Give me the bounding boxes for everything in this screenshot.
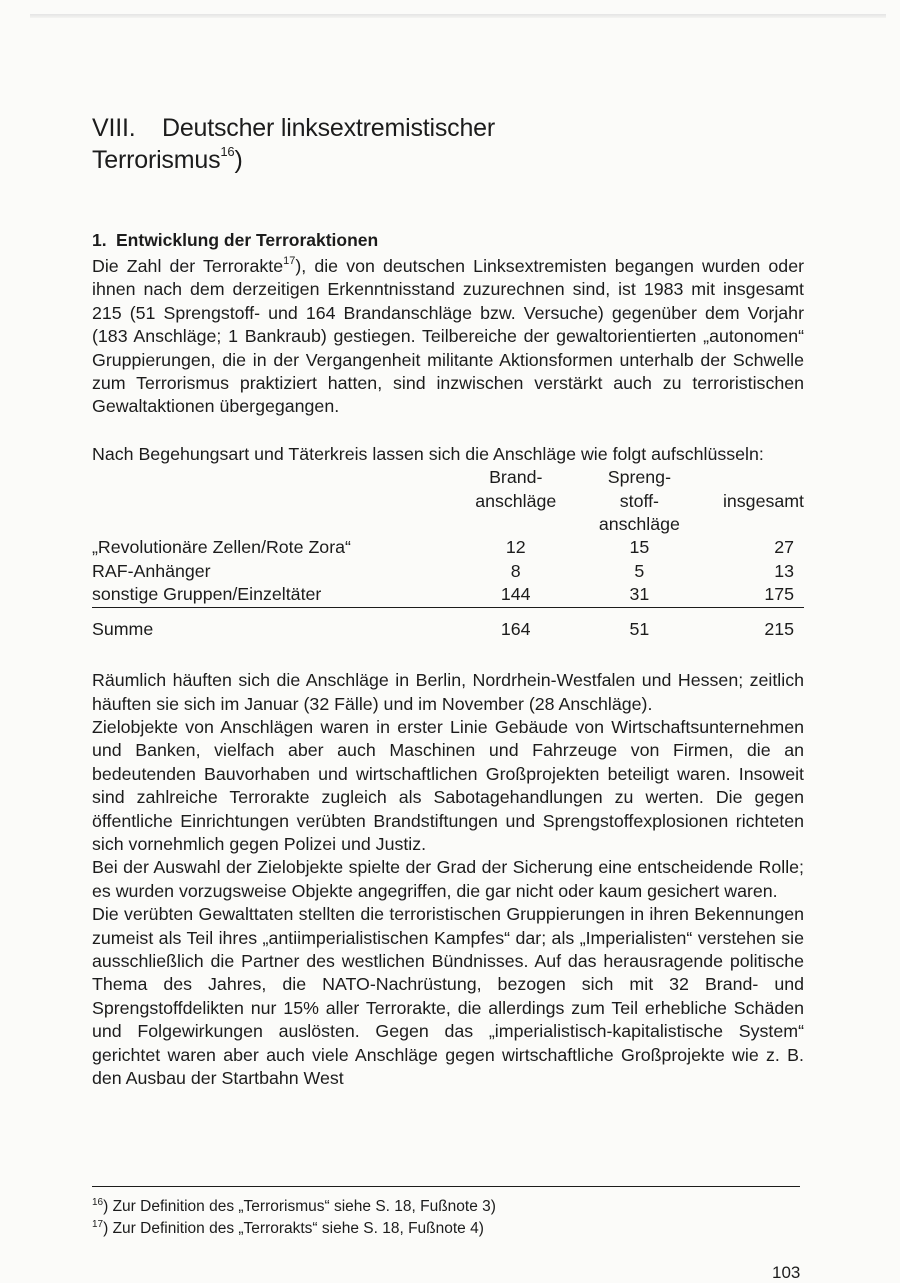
header-spreng-line3: anschläge — [598, 514, 680, 535]
chapter-footnote-ref: 16 — [220, 144, 235, 159]
attack-statistics-table — [92, 466, 804, 641]
chapter-number: VIII. — [92, 114, 136, 142]
chapter-title-line1: Deutscher linksextremistischer — [162, 114, 495, 142]
sum-label: Summe — [92, 607, 442, 641]
table-row — [92, 583, 804, 607]
spacer — [92, 419, 804, 443]
header-brand — [442, 466, 590, 536]
paragraph-table-intro: Nach Begehungsart und Täterkreis lassen sich die Anschläge wie folgt aufschlüsseln: — [92, 443, 764, 464]
row-total: 27 — [774, 537, 794, 558]
table-row — [92, 536, 804, 559]
footnote-16-text: ) Zur Definition des „Terrorismus“ siehe S. 18, Fußnote 3) — [103, 1198, 496, 1215]
header-brand-line1: Brand- — [489, 467, 543, 488]
footnote-17-text: ) Zur Definition des „Terrorakts“ siehe S. 18, Fußnote 4) — [103, 1220, 484, 1237]
footnote-ref-17: 17 — [283, 255, 296, 267]
row-spreng: 15 — [629, 537, 650, 558]
footnote-divider — [92, 1186, 800, 1187]
row-label: „Revolutionäre Zellen/Rote Zora“ — [92, 537, 351, 558]
sum-brand: 164 — [442, 607, 590, 641]
footnote-17-ref: 17 — [92, 1219, 104, 1230]
table-row — [92, 560, 804, 583]
row-brand: 144 — [500, 584, 531, 605]
footnote-17 — [92, 1218, 804, 1240]
header-empty — [92, 466, 442, 536]
para1-part2: ), die von deutschen Linksextremisten begangen wurden oder ihnen nach dem derzeitigen Erkenntnisstand zuzurechnen sind, ist 1983 mit insgesamt 215 (51 Sprengstoff- und 164 Brandanschläge bzw. Versuche) gegenüber dem Vorjahr (183 Anschläge; 1 Bankraub) gestiegen. Teilbereiche der gewaltorientierten „autonomen“ Gruppierungen, die in der Vergangenheit militante Aktionsformen unterhalb der Schwelle zum Terrorismus praktiziert hatten, sind inzwischen verstärkt auch zu terroristischen Gewaltaktionen übergegangen. — [92, 256, 805, 417]
row-brand: 12 — [505, 537, 526, 558]
header-spreng-line2: stoff- — [619, 490, 659, 511]
sum-spreng: 51 — [590, 607, 689, 641]
sum-total: 215 — [689, 607, 804, 641]
chapter-title-line2: Terrorismus — [92, 146, 221, 174]
header-brand-line2: anschläge — [475, 490, 557, 511]
footnote-16-ref: 16 — [92, 1197, 104, 1208]
paragraph-intro — [92, 255, 804, 419]
paragraph-targets: Zielobjekte von Anschlägen waren in erster Linie Gebäude von Wirtschaftsunternehmen und Banken, vielfach aber auch Maschinen und Fahrzeuge von Firmen, die an bedeutenden Bauvorhaben und wirtschaftlichen Großprojekten beteiligt waren. Insoweit sind zahlreiche Terrorakte zugleich als Sabotagehandlungen zu werten. Die gegen öffentliche Einrichtungen verübten Brandstiftungen und Sprengstoffexplosionen richteten sich vornehmlich gegen Polizei und Justiz. — [92, 716, 804, 854]
section-heading — [92, 228, 804, 252]
scan-edge — [30, 14, 886, 18]
row-total: 13 — [774, 560, 794, 581]
footnote-16 — [92, 1196, 804, 1218]
paragraph-regional: Räumlich häuften sich die Anschläge in Berlin, Nordrhein-Westfalen und Hessen; zeitlich häuften sie sich im Januar (32 Fälle) und im November (28 Anschläge). — [92, 670, 804, 714]
row-spreng: 5 — [634, 560, 645, 581]
table-sum-row — [92, 607, 804, 641]
header-spreng — [590, 466, 689, 536]
page-number: 103 — [772, 1263, 801, 1282]
table-header-row — [92, 466, 804, 536]
page-body — [92, 112, 804, 1090]
chapter-footnote-close: ) — [234, 146, 243, 174]
section-number: 1. — [92, 230, 107, 250]
row-total: 175 — [764, 584, 794, 605]
paragraph-target-selection: Bei der Auswahl der Zielobjekte spielte der Grad der Sicherung eine entscheidende Rolle; es wurden vorzugsweise Objekte angegriffen, die gar nicht oder kaum gesichert waren. — [92, 857, 804, 901]
footnotes — [92, 1196, 804, 1240]
row-label: RAF-Anhänger — [92, 560, 211, 581]
section-title: Entwicklung der Terroraktionen — [116, 230, 379, 250]
para1-part1: Die Zahl der Terrorakte — [92, 256, 284, 276]
chapter-title — [92, 112, 804, 176]
paragraph-motives: Die verübten Gewalttaten stellten die terroristischen Gruppierungen in ihren Bekennungen zumeist als Teil ihres „antiimperialistischen Kampfes“ dar; als „Imperialisten“ verstehen sie ausschließlich die Partner des westlichen Bündnisses. Auf das herausragende politische Thema des Jahres, die NATO-Nachrüstung, bezogen sich mit 32 Brand- und Sprengstoffdelikten nur 15% aller Terrorakte, die allerdings zum Teil erhebliche Schäden und Folgewirkungen auslösten. Gegen das „imperialistisch-kapitalistische System“ gerichtet waren aber auch viele Anschläge gegen wirtschaftliche Großprojekte wie z. B. den Ausbau der Startbahn West — [92, 904, 804, 1088]
header-spreng-line1: Spreng- — [607, 467, 671, 488]
row-spreng: 31 — [629, 584, 650, 605]
header-total: insgesamt — [722, 490, 804, 511]
row-brand: 8 — [510, 560, 521, 581]
row-label: sonstige Gruppen/Einzeltäter — [92, 584, 322, 605]
